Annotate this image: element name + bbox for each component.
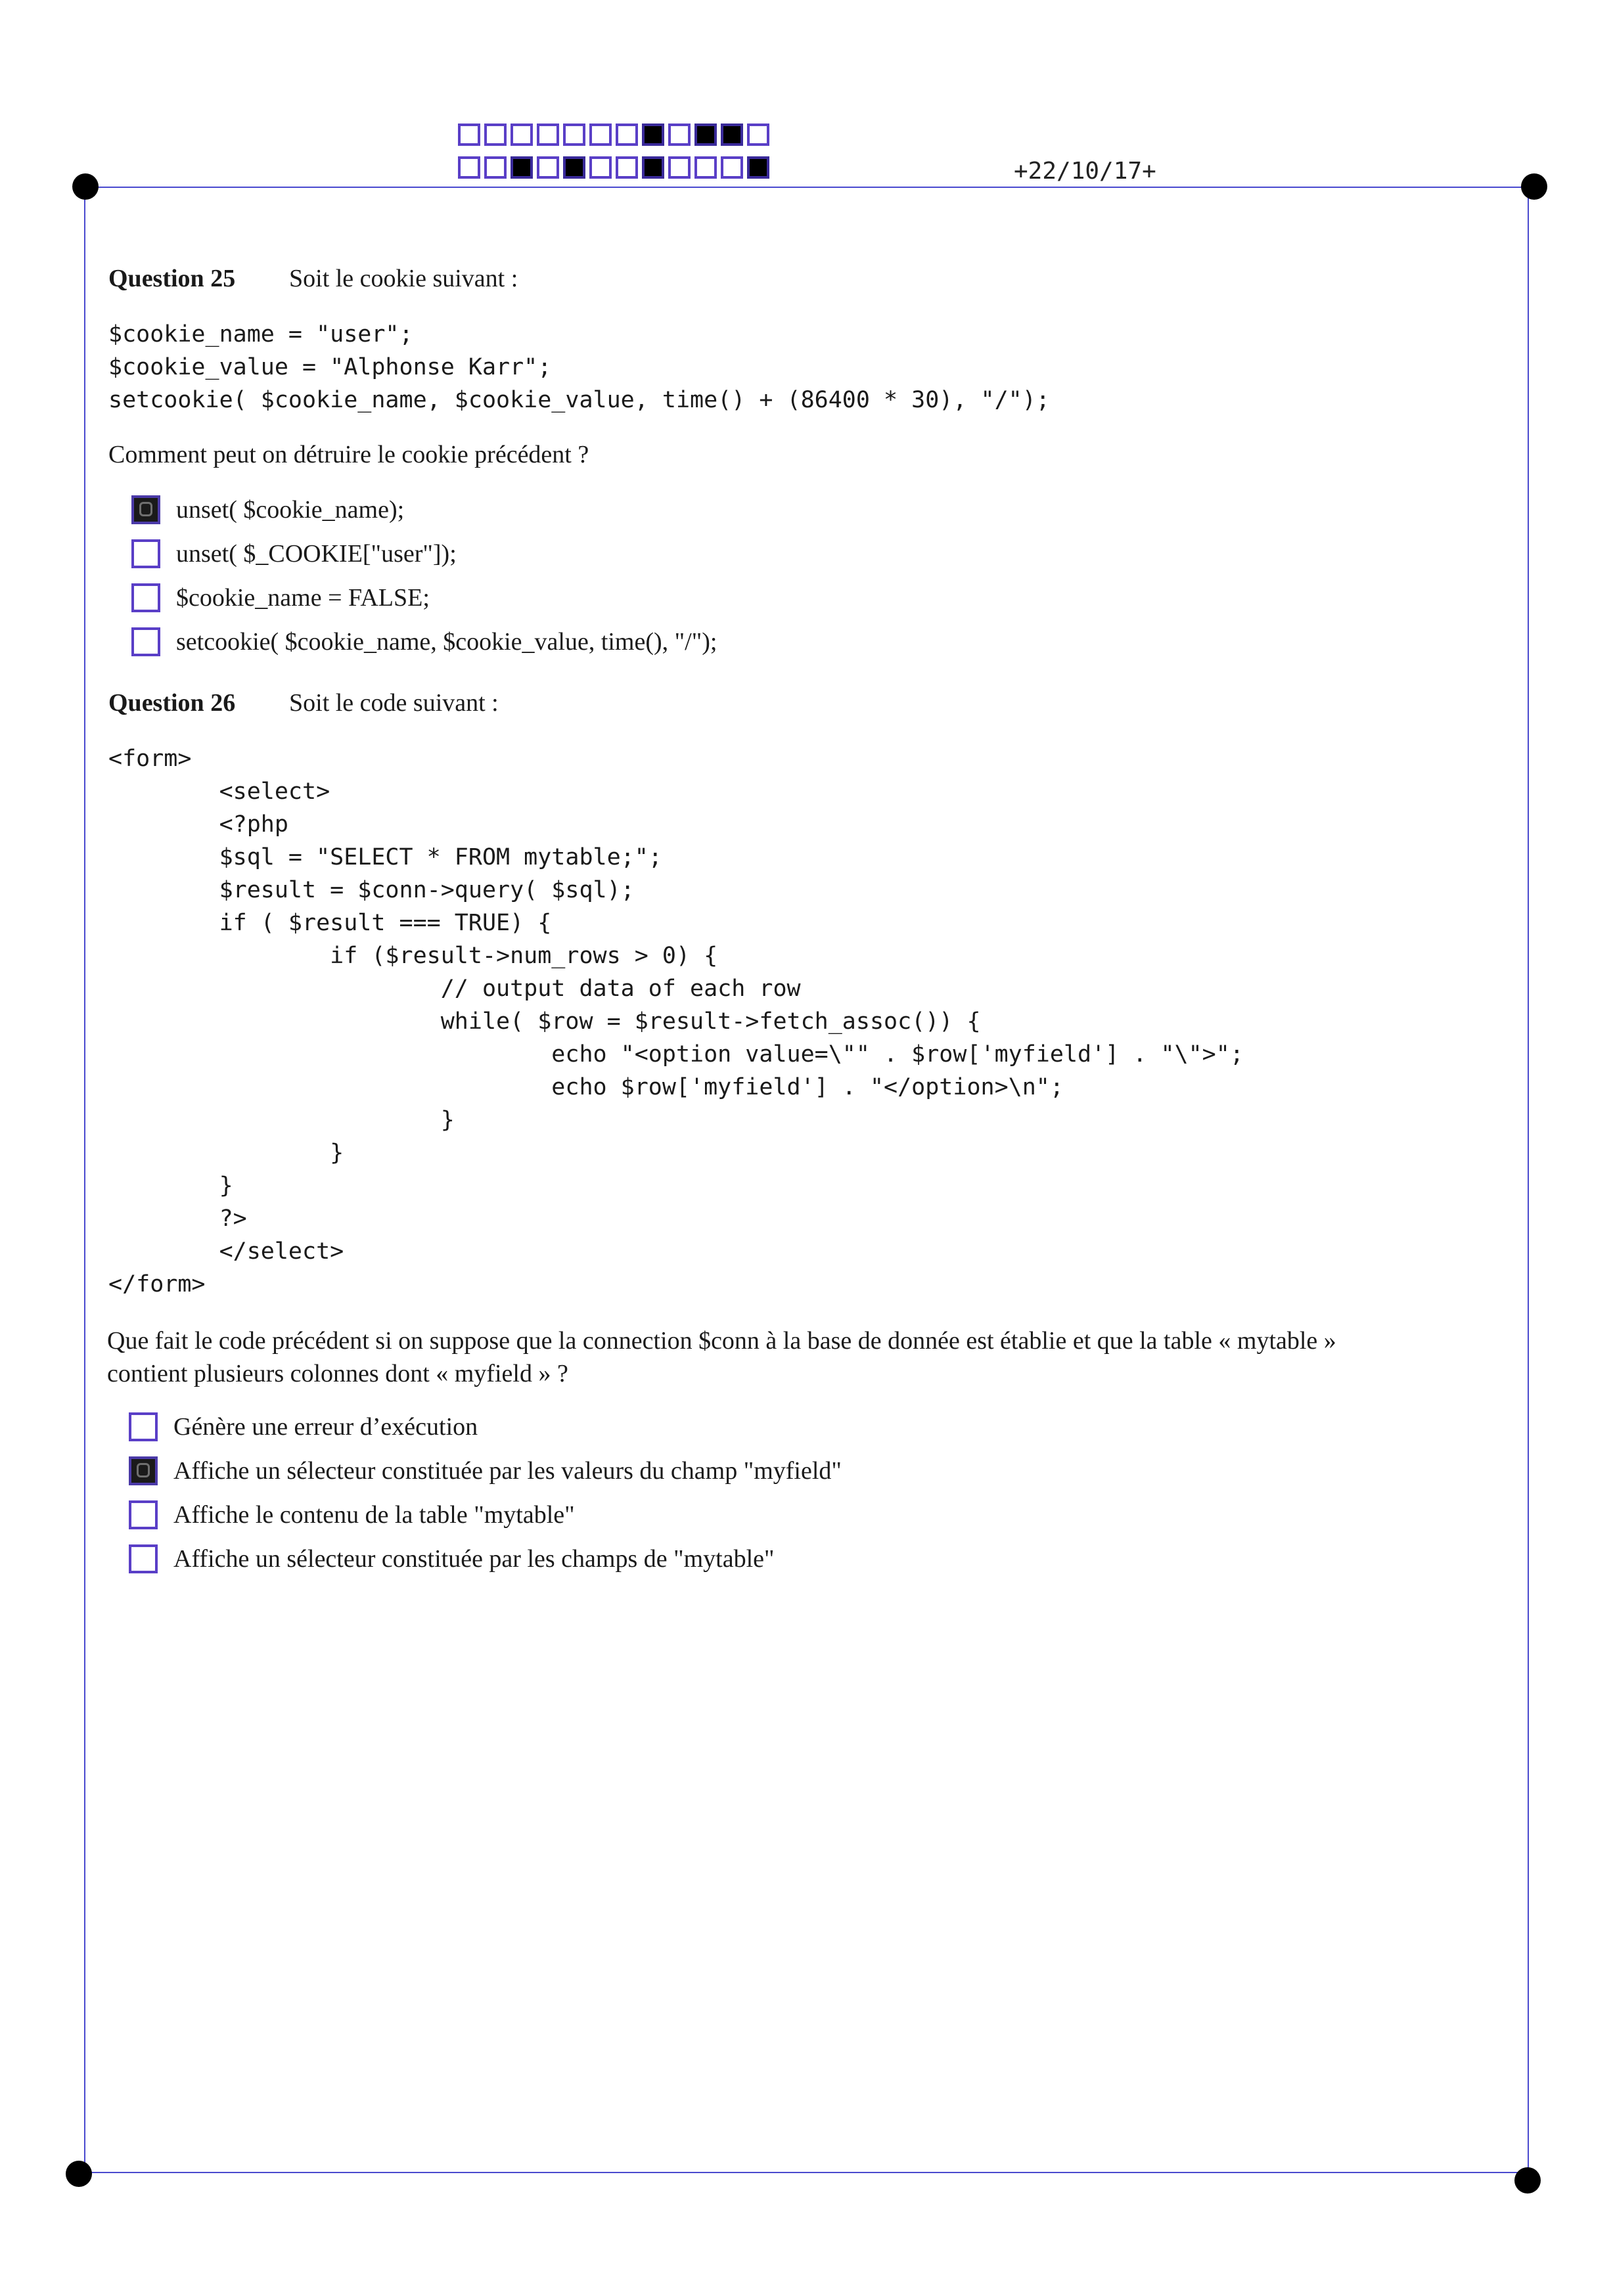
- question-25-answers: [131, 487, 717, 664]
- prompt-line-2: contient plusieurs colonnes dont « myfield » ?: [107, 1360, 568, 1387]
- barcode-cell-empty: [589, 124, 612, 146]
- answer-text: Affiche le contenu de la table "mytable": [173, 1500, 575, 1529]
- answer-text: setcookie( $cookie_name, $cookie_value, time(), "/");: [176, 627, 717, 656]
- barcode-row-1: [458, 124, 773, 146]
- barcode-cell-empty: [484, 156, 507, 179]
- barcode-cell-empty: [537, 124, 559, 146]
- question-26-title: [108, 688, 499, 717]
- question-25-prompt: Comment peut on détruire le cookie précédent ?: [108, 441, 589, 468]
- barcode-cell-empty: [668, 124, 691, 146]
- barcode-cell-filled: [721, 124, 743, 146]
- barcode-cell-empty: [563, 124, 585, 146]
- question-intro: Soit le cookie suivant :: [289, 265, 518, 292]
- question-26-answers: [129, 1405, 842, 1581]
- answer-option[interactable]: [129, 1449, 842, 1493]
- question-intro: Soit le code suivant :: [289, 689, 499, 717]
- checkbox-checked[interactable]: [131, 495, 160, 524]
- answer-text: Génère une erreur d’exécution: [173, 1412, 478, 1441]
- barcode-cell-filled: [642, 156, 664, 179]
- barcode-cell-filled: [563, 156, 585, 179]
- barcode-cell-empty: [484, 124, 507, 146]
- answer-option[interactable]: [129, 1405, 842, 1449]
- question-label: Question 26: [108, 689, 236, 717]
- question-26-code: <form> <select> <?php $sql = "SELECT * FROM mytable;"; $result = $conn->query( $sql); if ( $result === TRUE) { if ($result->num_rows > 0) { // output data of each row while( $row = $result->fetch_assoc()) { echo "<option value=\"" . $row['myfield'] . "\">"; echo $row['myfield'] . "</option>\n"; } } } ?> </select> </form>: [108, 746, 1244, 1297]
- barcode-cell-filled: [694, 124, 717, 146]
- answer-option[interactable]: [129, 1493, 842, 1537]
- barcode-cell-empty: [537, 156, 559, 179]
- answer-text: $cookie_name = FALSE;: [176, 583, 430, 612]
- barcode-cell-empty: [589, 156, 612, 179]
- answer-text: unset( $cookie_name);: [176, 495, 405, 524]
- barcode-cell-filled: [642, 124, 664, 146]
- checkbox[interactable]: [131, 627, 160, 656]
- answer-option[interactable]: [131, 487, 717, 531]
- corner-mark-top-left: [72, 173, 99, 200]
- barcode-cell-empty: [668, 156, 691, 179]
- frame-right-line: [1528, 187, 1529, 2181]
- barcode-cell-filled: [747, 156, 769, 179]
- checkbox-checked[interactable]: [129, 1456, 158, 1485]
- answer-option[interactable]: [131, 575, 717, 619]
- corner-mark-bottom-right: [1514, 2167, 1541, 2194]
- answer-text: Affiche un sélecteur constituée par les champs de "mytable": [173, 1544, 775, 1573]
- checkbox[interactable]: [129, 1544, 158, 1573]
- frame-left-line: [84, 187, 85, 2172]
- prompt-line-1: Que fait le code précédent si on suppose que la connection $conn à la base de donnée est établie et que la table « mytable »: [107, 1327, 1336, 1355]
- question-26-prompt: [107, 1324, 1520, 1390]
- question-label: Question 25: [108, 265, 236, 292]
- answer-option[interactable]: [131, 531, 717, 575]
- barcode-cell-empty: [747, 124, 769, 146]
- checkbox[interactable]: [129, 1500, 158, 1529]
- barcode-cell-empty: [511, 124, 533, 146]
- answer-text: Affiche un sélecteur constituée par les valeurs du champ "myfield": [173, 1456, 842, 1485]
- barcode-cell-empty: [694, 156, 717, 179]
- corner-mark-top-right: [1521, 173, 1547, 200]
- answer-option[interactable]: [129, 1537, 842, 1581]
- barcode-cell-empty: [721, 156, 743, 179]
- barcode-row-2: [458, 156, 773, 179]
- barcode-cell-empty: [458, 124, 480, 146]
- frame-bottom-line: [79, 2172, 1528, 2173]
- answer-text: unset( $_COOKIE["user"]);: [176, 539, 457, 568]
- barcode-cell-empty: [616, 124, 638, 146]
- page-id: +22/10/17+: [1014, 158, 1156, 185]
- corner-mark-bottom-left: [66, 2161, 92, 2187]
- barcode-cell-empty: [616, 156, 638, 179]
- checkbox[interactable]: [131, 539, 160, 568]
- frame-top-line: [85, 187, 1534, 188]
- barcode-cell-empty: [458, 156, 480, 179]
- checkbox[interactable]: [131, 583, 160, 612]
- question-25-title: [108, 264, 518, 293]
- barcode-cell-filled: [511, 156, 533, 179]
- question-25-code: $cookie_name = "user"; $cookie_value = "Alphonse Karr"; setcookie( $cookie_name, $cookie_value, time() + (86400 * 30), "/");: [108, 321, 1050, 413]
- answer-option[interactable]: [131, 619, 717, 664]
- checkbox[interactable]: [129, 1412, 158, 1441]
